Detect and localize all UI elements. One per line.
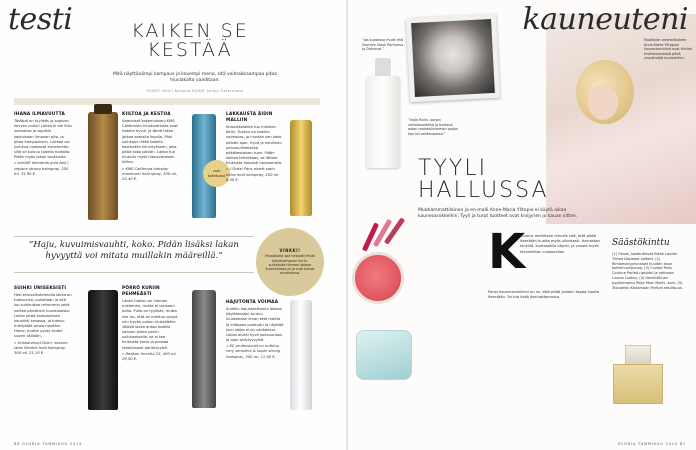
product-title: KIILTOA JA KESTOA [122, 112, 171, 117]
hairspray-can-3 [290, 120, 312, 216]
perfume-cap [625, 345, 651, 365]
deck-left: Mitä näyttävämpi kampaus ja kovempi meno, sitä voimakkaampaa pitoa hiuslakalta vaaditaan. [112, 72, 278, 84]
hairspray-can-4 [88, 290, 118, 410]
product-body: Täsläpä on tyylikäs ja sopivan kevyen pulloi! Lakka ei ole liian voimakas ja sopiikin kostuisaan ilmavan pito- ja pitoa kampauksiin. Lakkaa voi suihkua nuokasta ennemmän, sillä se kuivuu todella hoikalla. Pidän myös lakan tuoksusta. [14, 119, 72, 160]
product-body: Lakan tuoksu on hieman mieleinen, mutta ei lainkaan paha. Pullo on tyylikäs, mutta isin iso, että se mahtuu pysyä niin hyvän pullon hiuksillekin. Väikkä lakka antaa todella vahvan pidon pariin suihkauksella, se ei tee hiuksista kovia ja poistaa tehokkaasti pörröisyyttä. [122, 299, 178, 350]
product-title: HAJUTONTA VOIMAA [226, 300, 279, 305]
cream-tube [356, 330, 412, 380]
tip-title: VINKKI! [279, 248, 301, 254]
rule-top [14, 236, 254, 237]
sidebar-body: (1) Ohuet, kosteuttavat Estée Lauder Tinted Daywear voiteet, (2) Rimlamacyprunaiset huulten kaun kolmiihuulipunaa, (3) Crystal Paris Couture Parfait ripsiväri ja nahkaan ruusun tuoksu, (4) Henkilöllinen pyykkimaksu Reijo Marc Mecis -koru. (5) Taivutettu Karjamaan Parfum edullisuus. [612, 252, 683, 290]
product-price: » Redken forceful 23, 400 ml, 29,50 €. [122, 351, 177, 361]
hairspray-can-1 [88, 112, 118, 220]
divider-band [14, 98, 320, 105]
product-price: » L'Oréal Paris elnett satin extra hold hairspray, 250 ml, 6,40 €. [226, 167, 280, 182]
pull-quote: ”Haju, kuvuimisvauhti, koko. Pidän lisäksi lakan hyvyyttä voi mitata muillakin määreillä.” [29, 240, 239, 262]
can-cap-1 [94, 104, 112, 114]
caption-lotion: ”Indie Ricks -sarjan vartalovoidetta ja tuoksua ostan mahdollisimman paljon kan tai ostikaupassa.” [408, 118, 459, 136]
product-title: PÖRRÖ KURIIN PEHMEÄSTI [122, 286, 160, 298]
section-label-left: testi [8, 2, 73, 37]
tip-body: Hiuslakalla saa helposti myös kuivahampuun kurin: suihkauta hieman lakkaa kuivahampuun ja sudi kuivat muotoonsa. [264, 254, 316, 276]
portrait-photo [406, 14, 500, 103]
product-title: LAKKAUSTA ÄIDIN MALLIIN [226, 112, 273, 124]
product-text-5 [122, 286, 180, 362]
headline-left: KAIKEN SE KESTÄÄ [131, 20, 249, 61]
product-price: » KMS California hairstay maximum hold spray, 300 ml, 25,40 €. [122, 166, 178, 181]
bed-photo-face [588, 84, 618, 120]
caption-bed: Muotialan ammattilainen Anne-Maria Ylitapion kauneutarutiinit ovat tiiviisti hiukkeukeskistä pitkä ympäristöä kuulostelen. [644, 38, 692, 61]
folio-right: GLORIA TAMMIKUU 2014 87 [617, 442, 686, 446]
perfume-bottle [613, 364, 663, 404]
product-text-4 [14, 286, 72, 356]
product-body: Klassikkolakka tuo mieleen äitini. Tuoksu on todella voimakas, ja hiustan sen koko päivän ajan. Hyvä ja edullinen perussuihkelakka pitkäkestoisen tuen. Pidän lakkaa tehokkaas, se lähtee hiuksista helposti harjaamalla. [226, 125, 283, 166]
product-title: SUIHKI UNISEKSISTI [14, 286, 67, 291]
folio-left: 86 GLORIA TAMMIKUU 2014 [14, 442, 83, 446]
test-badge: cool kokeilussa [203, 160, 230, 187]
section-label-right: kauneuteni [522, 2, 688, 37]
lotion-pump [375, 58, 391, 78]
product-price: » KC professional no nothing very sensitive & super strong hairspray, 300 ml, 11,90 €. [226, 344, 281, 359]
right-page [348, 0, 696, 450]
rule-bottom [14, 272, 254, 273]
product-text-1 [14, 112, 72, 177]
drop-cap: K [488, 224, 526, 280]
product-text-3 [226, 112, 284, 183]
body-text-1: auneus merkitsee minulle sitä, että pitää itsestään huolta myös ulkoisesti. Harrastan lenkillä, kuntosalilla käynti, ja vuosia myös terveellisen ruokavalion. [520, 234, 600, 254]
product-body: Aamiaiset kokemukseni KMS Californian hiustuotteista ovat todella hyviä, ja tämä lakka jatkaa samalla linjalla. Pitoi suihkaus riitää todella kestävään kiinnitykseen, joka pitää koko päivän. Lakka tuo hiuksiin myös hienovaraisen kiillon. [122, 119, 178, 165]
blush-compact [352, 252, 404, 304]
sidebar-title: Säästökinttu [612, 238, 670, 248]
headline-right: TYYLI HALLUSSA [418, 156, 549, 203]
hairspray-can-6 [290, 300, 312, 410]
product-text-2 [122, 112, 180, 182]
product-title: IHANA ILMAVUUTTA [14, 112, 66, 117]
product-body: Suihkin hajusteettomia lakkaa käyttäessäni tuntuu hiuskohdan ilman että maltta ja kiiltoaan pudeudu ja näyttää kuin lakka ei on värikelkun. Lakka aluksi hyvä paksuuntaa, ja ajan säilytyvyyttä. [226, 307, 284, 343]
lotion-bottle [366, 76, 400, 168]
tip-badge [256, 228, 324, 296]
deck-right: Muotiammattilainen ja en-malli Anne-Maria Ylitapio ei käytä aikaa kauneusrokkeihin. Tyyli ja turut tuotteet ovat kivijyrien jo kauan sitten. [418, 208, 578, 220]
byline: TEKSTI Heini Korpela KUVAT Jarmo Östermann [146, 89, 244, 93]
product-body: Heti ensivaikutelmalla lakka on tuoksunsa, pulloltaan ja sitä voi suihkuttaa reilummin sekä vaikka päivänkin kuontaloista. Lakka pitää kampauksen kauniisti kasassa, ja tuoksu miellyttää omaa nenääni. Hieno, muttei pysty sinäni suorin säiliöön. [14, 293, 72, 339]
product-price: » Schwarzkopf Osis+ session label flexible hold hairspray, 300 ml, 21,10 €. [14, 340, 68, 355]
product-price: » sbHAIR elements gold fast | replace strong hairspray, 250 ml, 31,90 €. [14, 161, 69, 176]
body-text-2: Paras kauneusvinkkini on se, että pitää jollakin tapaa huolta itsestään. Se tuo lisää itseluottamusta. [488, 290, 600, 300]
product-text-6 [226, 300, 284, 360]
hairspray-can-5 [192, 290, 216, 408]
caption-portrait: ”Jos suosessa mulle ehti Suomen Sokoi Parfumus ja Dirtcbusi.” [362, 38, 404, 52]
